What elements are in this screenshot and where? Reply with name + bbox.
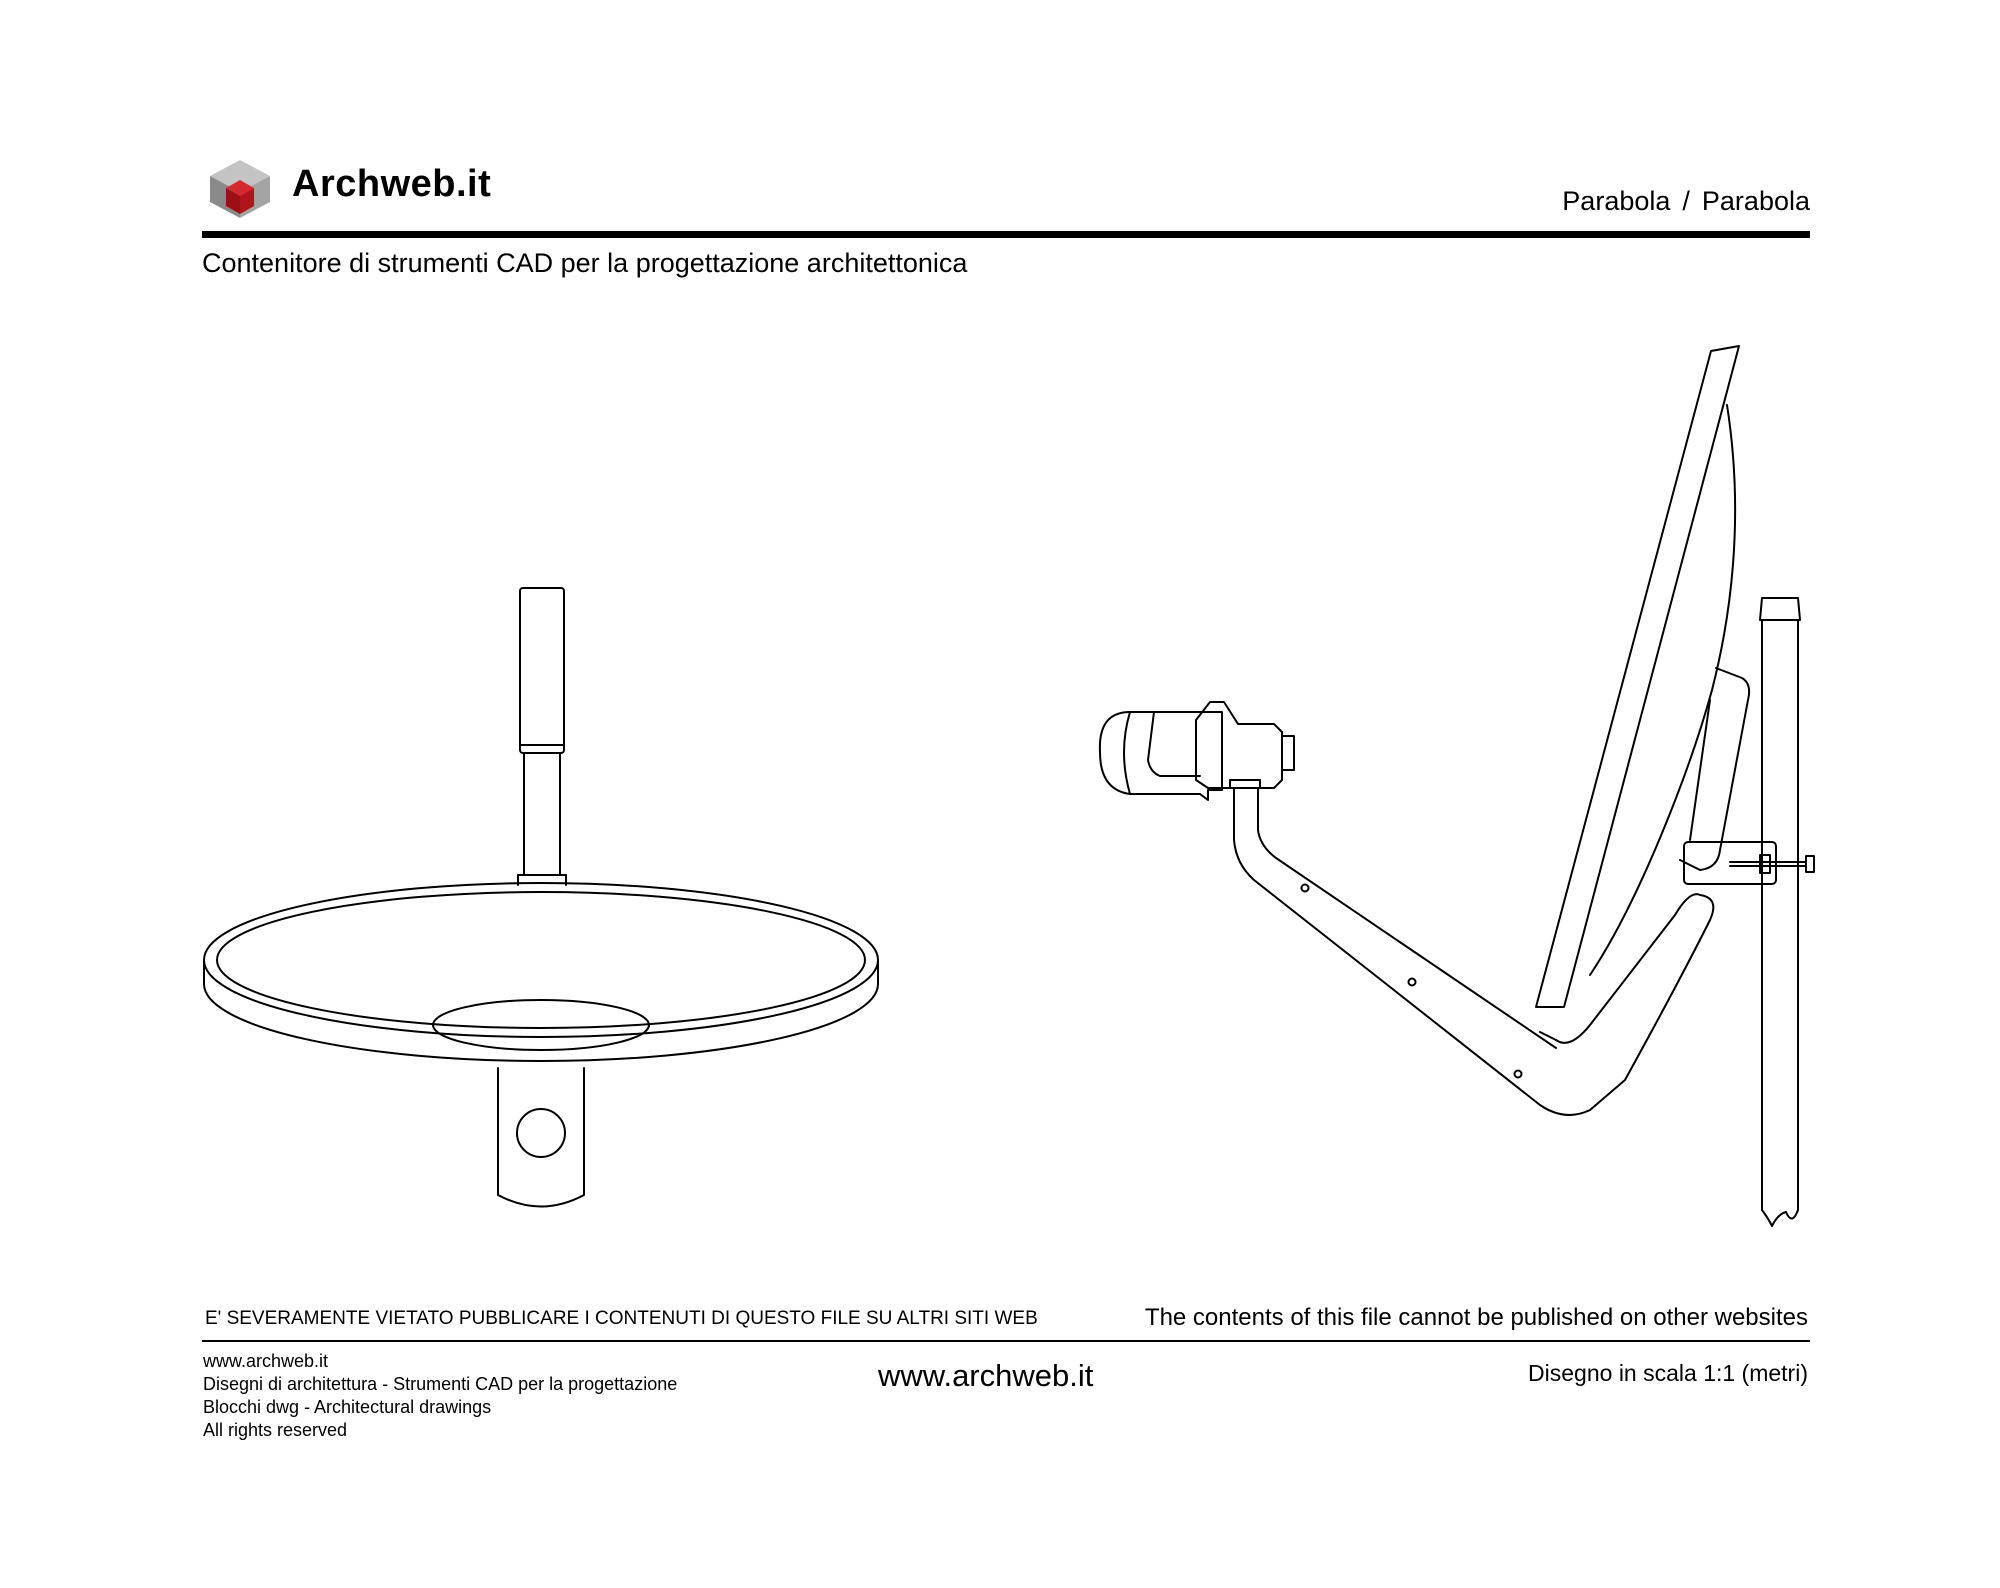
dish-center xyxy=(433,1000,649,1050)
brand-name: Archweb.it xyxy=(292,163,492,205)
dish-rim-outer xyxy=(204,883,878,1037)
arm-hole xyxy=(1302,885,1309,892)
lnb-connector xyxy=(1282,736,1294,770)
drawing-scale: Disegno in scala 1:1 (metri) xyxy=(1528,1360,1808,1386)
page-subtitle: Contenitore di strumenti CAD per la progettazione architettonica xyxy=(202,248,968,278)
dish-back-curve xyxy=(1590,405,1735,975)
dish-front-view xyxy=(204,588,878,1207)
title-separator: / xyxy=(1682,186,1690,216)
header-rule xyxy=(202,231,1810,238)
satellite-dish-drawing xyxy=(0,300,2000,1260)
drawing-title xyxy=(1562,186,1810,217)
footer-line-website: www.archweb.it xyxy=(203,1351,329,1371)
title-italian: Parabola xyxy=(1562,186,1671,216)
footer-line-blocks: Blocchi dwg - Architectural drawings xyxy=(203,1397,492,1417)
lnb-body xyxy=(1196,702,1282,788)
arm-hole xyxy=(1515,1071,1522,1078)
feed-arm xyxy=(1234,788,1713,1115)
archweb-logo-icon xyxy=(208,158,272,220)
title-english: Parabola xyxy=(1701,186,1810,216)
copyright-notice-english: The contents of this file cannot be published on other websites xyxy=(1144,1304,1808,1331)
mast-cap xyxy=(1760,598,1800,620)
footer-line-rights: All rights reserved xyxy=(203,1420,348,1440)
lnb-front xyxy=(520,588,564,753)
mount-bracket-front xyxy=(498,1068,584,1207)
lnb-arm-front xyxy=(524,753,560,875)
mount-bolt xyxy=(517,1109,565,1157)
footer-info xyxy=(203,1350,677,1442)
footer-rule xyxy=(202,1340,1810,1342)
copyright-notice-italian: E' SEVERAMENTE VIETATO PUBBLICARE I CONTENUTI DI QUESTO FILE SU ALTRI SITI WEB xyxy=(205,1308,1038,1329)
footer-line-description: Disegni di architettura - Strumenti CAD per la progettazione xyxy=(203,1374,678,1394)
dish-side-view xyxy=(1100,346,1814,1226)
dish-rim-inner xyxy=(217,892,865,1028)
lnb-horn xyxy=(1100,712,1222,800)
arm-hole xyxy=(1409,979,1416,986)
dish-side xyxy=(1536,346,1739,1007)
arm-clamp xyxy=(1230,780,1260,788)
footer-website: www.archweb.it xyxy=(878,1358,1094,1393)
mast-pole xyxy=(1762,620,1798,1210)
